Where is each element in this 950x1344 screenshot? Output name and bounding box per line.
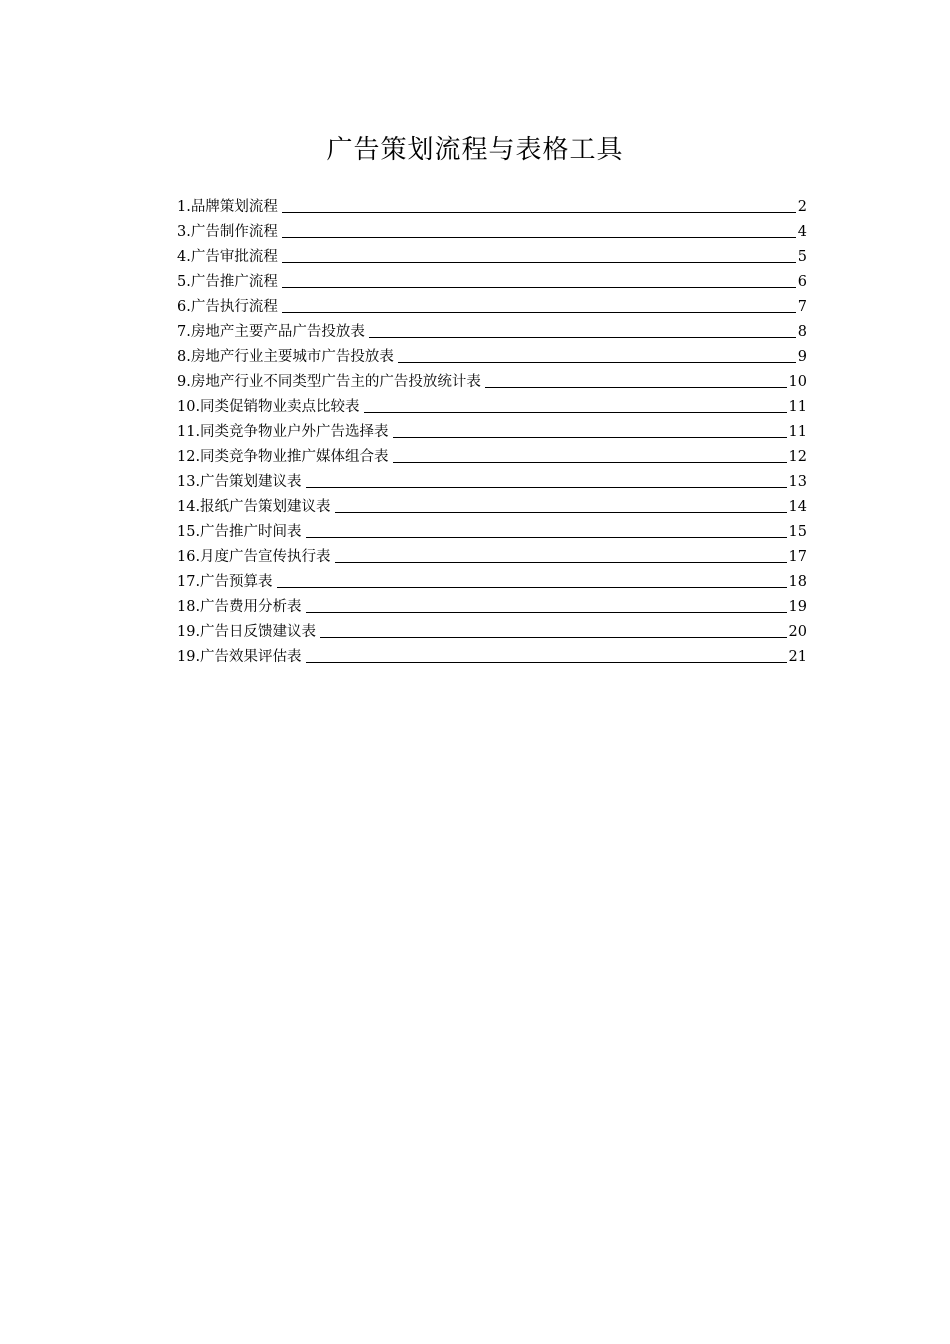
- toc-entry-page: 9: [797, 349, 807, 365]
- toc-entry[interactable]: [177, 567, 807, 592]
- toc-entry-label: 7.房地产主要产品广告投放表: [177, 324, 365, 340]
- toc-entry-label: 14.报纸广告策划建议表: [177, 499, 331, 515]
- toc-entry-page: 2: [797, 199, 807, 215]
- toc-entry-label: 8.房地产行业主要城市广告投放表: [177, 349, 394, 365]
- toc-entry-label: 10.同类促销物业卖点比较表: [177, 399, 360, 415]
- toc-entry-page: 4: [797, 224, 807, 240]
- toc-entry[interactable]: [177, 542, 807, 567]
- toc-entry[interactable]: [177, 342, 807, 367]
- toc-entry[interactable]: [177, 492, 807, 517]
- toc-entry-label: 11.同类竞争物业户外广告选择表: [177, 424, 389, 440]
- toc-entry-label: 6.广告执行流程: [177, 299, 278, 315]
- toc-leader-line: [306, 536, 787, 538]
- toc-leader-line: [282, 236, 796, 238]
- toc-entry-page: 13: [788, 474, 807, 490]
- toc-entry-label: 17.广告预算表: [177, 574, 273, 590]
- toc-leader-line: [393, 461, 787, 463]
- toc-entry-label: 19.广告效果评估表: [177, 649, 302, 665]
- toc-leader-line: [335, 511, 787, 513]
- toc-entry[interactable]: [177, 642, 807, 667]
- toc-entry-page: 7: [797, 299, 807, 315]
- toc-entry-label: 4.广告审批流程: [177, 249, 278, 265]
- toc-leader-line: [282, 261, 796, 263]
- toc-entry-label: 19.广告日反馈建议表: [177, 624, 317, 640]
- toc-entry-label: 13.广告策划建议表: [177, 474, 302, 490]
- toc-entry-page: 19: [788, 599, 807, 615]
- toc-entry-label: 15.广告推广时间表: [177, 524, 302, 540]
- toc-entry-page: 15: [788, 524, 807, 540]
- toc-entry-page: 11: [788, 424, 807, 440]
- toc-leader-line: [282, 311, 796, 313]
- toc-leader-line: [335, 561, 787, 563]
- toc-entry-page: 17: [788, 549, 807, 565]
- toc-entry-page: 8: [797, 324, 807, 340]
- toc-leader-line: [364, 411, 787, 413]
- toc-entry[interactable]: [177, 367, 807, 392]
- toc-entry[interactable]: [177, 467, 807, 492]
- toc-entry-page: 5: [797, 249, 807, 265]
- toc-leader-line: [277, 586, 787, 588]
- toc-entry-label: 5.广告推广流程: [177, 274, 278, 290]
- toc-entry[interactable]: [177, 617, 807, 642]
- toc-entry-label: 3.广告制作流程: [177, 224, 278, 240]
- toc-entry-label: 9.房地产行业不同类型广告主的广告投放统计表: [177, 374, 481, 390]
- toc-leader-line: [398, 361, 796, 363]
- toc-entry-page: 20: [788, 624, 807, 640]
- toc-entry[interactable]: [177, 317, 807, 342]
- toc-entry[interactable]: [177, 242, 807, 267]
- toc-entry-page: 18: [788, 574, 807, 590]
- toc-entry-page: 6: [797, 274, 807, 290]
- toc-entry-page: 12: [788, 449, 807, 465]
- toc-leader-line: [306, 611, 787, 613]
- toc-entry[interactable]: [177, 592, 807, 617]
- toc-leader-line: [282, 286, 796, 288]
- toc-entry[interactable]: [177, 392, 807, 417]
- toc-entry[interactable]: [177, 417, 807, 442]
- toc-entry-page: 21: [788, 649, 807, 665]
- toc-leader-line: [306, 486, 787, 488]
- toc-leader-line: [393, 436, 787, 438]
- toc-entry-page: 14: [788, 499, 807, 515]
- toc-leader-line: [485, 386, 787, 388]
- toc-leader-line: [306, 661, 787, 663]
- toc-entry[interactable]: [177, 292, 807, 317]
- toc-entry[interactable]: [177, 517, 807, 542]
- toc-entry[interactable]: [177, 217, 807, 242]
- toc-entry[interactable]: [177, 442, 807, 467]
- toc-leader-line: [282, 211, 796, 213]
- toc-entry-label: 1.品牌策划流程: [177, 199, 278, 215]
- toc-leader-line: [369, 336, 796, 338]
- toc-entry[interactable]: [177, 267, 807, 292]
- toc-leader-line: [320, 636, 786, 638]
- toc-entry-label: 16.月度广告宣传执行表: [177, 549, 331, 565]
- toc-entry-label: 12.同类竞争物业推广媒体组合表: [177, 449, 389, 465]
- document-title: 广告策划流程与表格工具: [326, 135, 624, 166]
- toc-entry-label: 18.广告费用分析表: [177, 599, 302, 615]
- table-of-contents: [177, 192, 807, 667]
- toc-entry-page: 11: [788, 399, 807, 415]
- toc-entry-page: 10: [788, 374, 807, 390]
- toc-entry[interactable]: [177, 192, 807, 217]
